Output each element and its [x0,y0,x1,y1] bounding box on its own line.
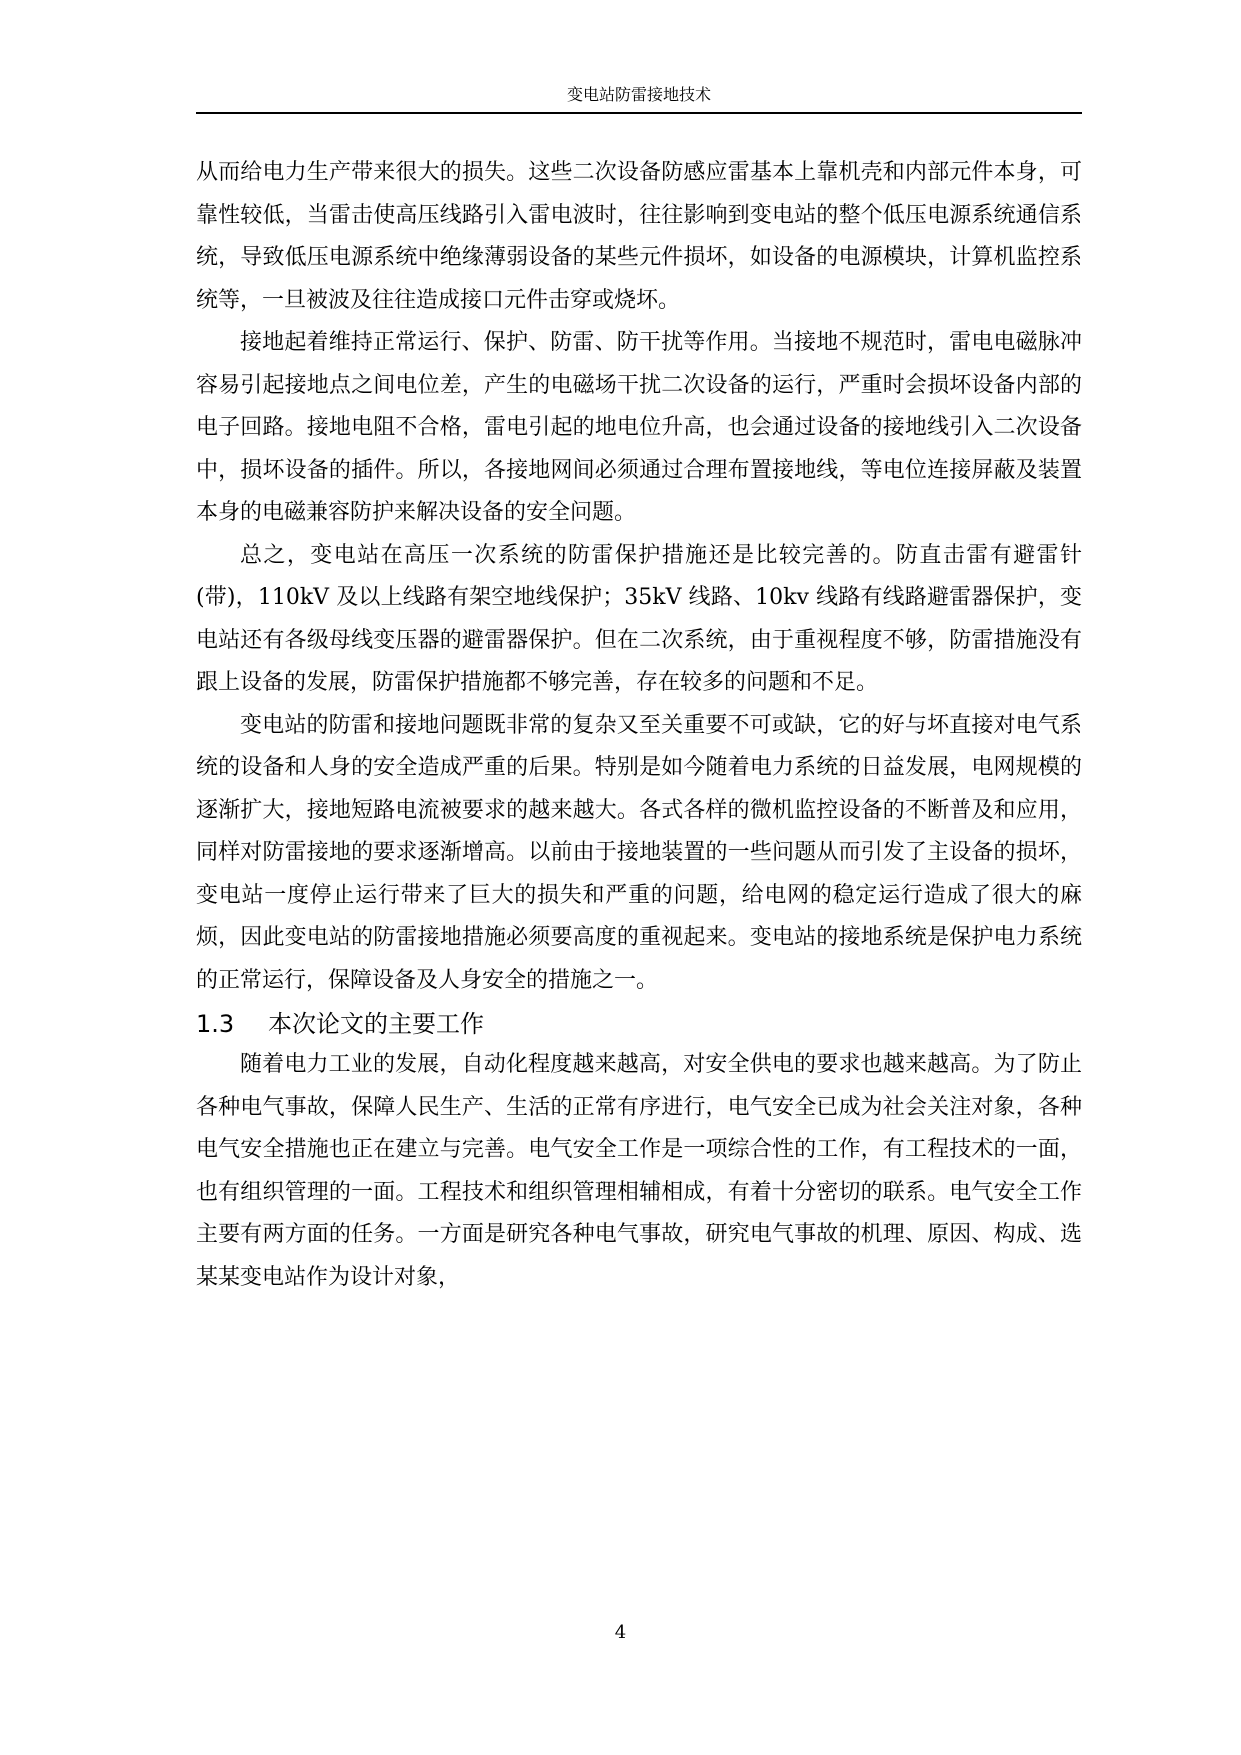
paragraph-grounding: 接地起着维持正常运行、保护、防雷、防干扰等作用。当接地不规范时，雷电电磁脉冲容易引起接地点之间电位差，产生的电磁场干扰二次设备的运行，严重时会损坏设备内部的电子回路。接地电阻不合格，雷电引起的地电位升高，也会通过设备的接地线引入二次设备中，损坏设备的插件。所以，各接地网间必须通过合理布置接地线，等电位连接屏蔽及装置本身的电磁兼容防护来解决设备的安全问题。 [196,330,1082,525]
section-title: 本次论文的主要工作 [268,1010,484,1038]
paragraph-continuation: 从而给电力生产带来很大的损失。这些二次设备防感应雷基本上靠机壳和内部元件本身，可靠性较低，当雷击使高压线路引入雷电波时，往往影响到变电站的整个低压电源系统通信系统，导致低压电源系统中绝缘薄弱设备的某些元件损坏，如设备的电源模块，计算机监控系统等，一旦被波及往往造成接口元件击穿或烧坏。 [196,160,1082,313]
section-heading [196,1004,1082,1044]
header-rule [196,112,1082,114]
paragraph-importance: 变电站的防雷和接地问题既非常的复杂又至关重要不可或缺，它的好与坏直接对电气系统的设备和人身的安全造成严重的后果。特别是如今随着电力系统的日益发展，电网规模的逐渐扩大，接地短路电流被要求的越来越大。各式各样的微机监控设备的不断普及和应用，同样对防雷接地的要求逐渐增高。以前由于接地装置的一些问题从而引发了主设备的损坏，变电站一度停止运行带来了巨大的损失和严重的问题，给电网的稳定运行造成了很大的麻烦，因此变电站的防雷接地措施必须要高度的重视起来。变电站的接地系统是保护电力系统的正常运行，保障设备及人身安全的措施之一。 [196,712,1082,993]
paragraph-summary: 总之，变电站在高压一次系统的防雷保护措施还是比较完善的。防直击雷有避雷针(带)，110kV 及以上线路有架空地线保护；35kV 线路、10kv 线路有线路避雷器保护，变电站还有各级母线变压器的避雷器保护。但在二次系统，由于重视程度不够，防雷措施没有跟上设备的发展，防雷保护措施都不够完善，存在较多的问题和不足。 [196,542,1082,695]
running-header: 变电站防雷接地技术 [566,85,711,104]
section-number: 1.3 [196,1010,235,1038]
paragraph-main-work: 随着电力工业的发展，自动化程度越来越高，对安全供电的要求也越来越高。为了防止各种电气事故，保障人民生产、生活的正常有序进行，电气安全已成为社会关注对象，各种电气安全措施也正在建立与完善。电气安全工作是一项综合性的工作，有工程技术的一面，也有组织管理的一面。工程技术和组织管理相辅相成，有着十分密切的联系。电气安全工作主要有两方面的任务。一方面是研究各种电气事故，研究电气事故的机理、原因、构成、选某某变电站作为设计对象， [196,1052,1082,1290]
page-number: 4 [614,1622,627,1643]
document-body [196,152,1082,1299]
